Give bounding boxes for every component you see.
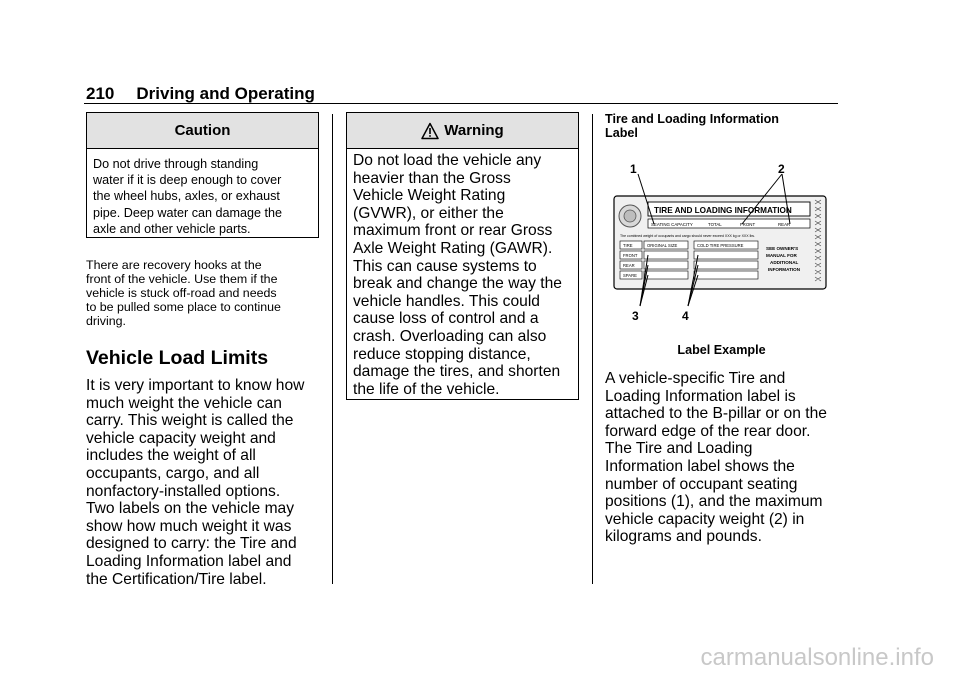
- label-col-tire: TIRE: [623, 243, 633, 248]
- caution-line: the wheel hubs, axles, or exhaust: [93, 189, 280, 204]
- label-rear-text: REAR: [778, 222, 791, 227]
- label-row-spare: SPARE: [623, 273, 637, 278]
- label-combined-text: The combined weight of occupants and cargo should never exceed XXX kg or XXX lbs.: [620, 234, 756, 238]
- section-title: Driving and Operating: [136, 84, 315, 103]
- paragraph-line: There are recovery hooks at the: [86, 258, 262, 272]
- paragraph-line: the Certification/Tire label.: [86, 570, 267, 588]
- paragraph-line: much weight the vehicle can: [86, 394, 282, 412]
- warning-line: break and change the way the: [353, 275, 562, 293]
- load-limits-paragraph: [86, 377, 304, 588]
- paragraph-line: carry. This weight is called the: [86, 412, 294, 430]
- column-divider-1: [332, 114, 333, 584]
- paragraph-line: front of the vehicle. Use them if the: [86, 272, 278, 286]
- paragraph-line: nonfactory-installed options.: [86, 482, 281, 500]
- paragraph-line: Information label shows the: [605, 457, 795, 475]
- caution-box: [86, 112, 319, 238]
- caution-body: [87, 149, 318, 237]
- caution-line: Do not drive through standing: [93, 157, 259, 171]
- paragraph-line: occupants, cargo, and all: [86, 464, 260, 482]
- recovery-hooks-paragraph: [86, 258, 281, 328]
- paragraph-line: Loading Information label and: [86, 552, 292, 570]
- warning-header: [347, 113, 578, 149]
- paragraph-line: vehicle is stuck off-road and needs: [86, 286, 277, 300]
- paragraph-line: attached to the B-pillar or on the: [605, 405, 827, 423]
- column-divider-2: [592, 114, 593, 584]
- label-emblem: [619, 205, 641, 227]
- paragraph-line: Two labels on the vehicle may: [86, 500, 295, 518]
- watermark: carmanualsonline.info: [700, 644, 934, 671]
- page-header: [86, 84, 315, 104]
- caution-line: axle and other vehicle parts.: [93, 221, 251, 236]
- paragraph-line: positions (1), and the maximum: [605, 493, 823, 511]
- warning-line: This can cause systems to: [353, 257, 537, 275]
- warning-line: cause loss of control and a: [353, 310, 539, 328]
- callout-1: 1: [630, 162, 637, 176]
- warning-line: the life of the vehicle.: [353, 380, 500, 398]
- paragraph-line: It is very important to know how: [86, 377, 305, 394]
- paragraph-line: vehicle capacity weight (2) in: [605, 510, 805, 528]
- caution-line: water if it is deep enough to cover: [93, 173, 282, 188]
- paragraph-line: show how much weight it was: [86, 517, 292, 535]
- label-seating-text: SEATING CAPACITY: [651, 222, 693, 227]
- label-see-owners-3: ADDITIONAL: [770, 260, 799, 265]
- warning-line: heavier than the Gross: [353, 169, 511, 187]
- callout-2: 2: [778, 162, 785, 176]
- paragraph-line: number of occupant seating: [605, 475, 798, 493]
- label-row-front: FRONT: [623, 253, 638, 258]
- warning-line: crash. Overloading can also: [353, 327, 547, 345]
- figure-caption: Label Example: [677, 343, 766, 357]
- warning-title: Warning: [444, 122, 504, 139]
- caution-line: pipe. Deep water can damage the: [93, 205, 283, 220]
- label-see-owners-1: SEE OWNER'S: [766, 246, 799, 251]
- warning-triangle-icon: [421, 122, 439, 140]
- paragraph-line: The Tire and Loading: [605, 440, 753, 458]
- label-front-text: FRONT: [740, 222, 756, 227]
- warning-line: damage the tires, and shorten: [353, 363, 561, 381]
- warning-line: vehicle handles. This could: [353, 292, 540, 310]
- label-title-text: TIRE AND LOADING INFORMATION: [654, 206, 792, 215]
- tire-label-figure: [612, 158, 832, 324]
- label-paragraph: [605, 370, 827, 546]
- label-row-rear: REAR: [623, 263, 635, 268]
- header-rule: [84, 103, 838, 104]
- section-heading: Vehicle Load Limits: [86, 347, 269, 369]
- figure-title-line: Tire and Loading Information: [605, 112, 779, 126]
- paragraph-line: kilograms and pounds.: [605, 528, 762, 546]
- figure-title: [605, 112, 779, 140]
- page-number: 210: [86, 84, 115, 103]
- warning-box: [346, 112, 579, 400]
- warning-line: maximum front or rear Gross: [353, 222, 553, 240]
- label-total-text: TOTAL: [708, 222, 722, 227]
- figure-title-line: Label: [605, 126, 638, 140]
- label-col-pressure: COLD TIRE PRESSURE: [697, 243, 744, 248]
- warning-line: reduce stopping distance,: [353, 345, 531, 363]
- callout-4: 4: [682, 309, 689, 323]
- label-see-owners-2: MANUAL FOR: [766, 253, 797, 258]
- paragraph-line: includes the weight of all: [86, 447, 256, 465]
- label-see-owners-4: INFORMATION: [768, 267, 801, 272]
- warning-line: Do not load the vehicle any: [353, 152, 542, 169]
- warning-line: (GVWR), or either the: [353, 204, 504, 222]
- paragraph-line: to be pulled some place to continue: [86, 300, 281, 314]
- callout-3: 3: [632, 309, 639, 323]
- paragraph-line: Loading Information label is: [605, 387, 796, 405]
- paragraph-line: forward edge of the rear door.: [605, 422, 811, 440]
- warning-line: Vehicle Weight Rating: [353, 187, 506, 205]
- paragraph-line: designed to carry: the Tire and: [86, 535, 297, 553]
- warning-line: Axle Weight Rating (GAWR).: [353, 239, 553, 257]
- caution-title: Caution: [87, 113, 318, 149]
- paragraph-line: driving.: [86, 314, 126, 328]
- label-col-size: ORIGINAL SIZE: [647, 243, 678, 248]
- paragraph-line: vehicle capacity weight and: [86, 429, 276, 447]
- warning-body: [347, 149, 578, 398]
- paragraph-line: A vehicle-specific Tire and: [605, 370, 786, 387]
